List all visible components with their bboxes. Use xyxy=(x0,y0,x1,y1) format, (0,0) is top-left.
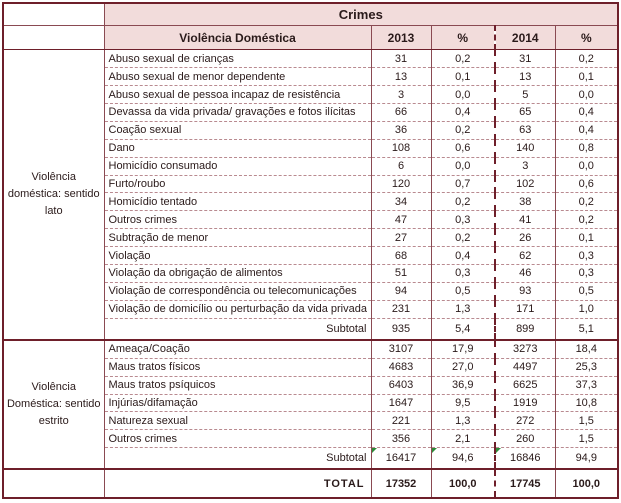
pct-2014: 0,1 xyxy=(555,229,618,247)
crime-name: Violação de domicílio ou perturbação da vida privada xyxy=(104,300,371,318)
value-2013: 3107 xyxy=(371,340,431,358)
pct-2013: 1,3 xyxy=(431,300,495,318)
pct-2013: 0,0 xyxy=(431,86,495,104)
corner-cell xyxy=(3,3,104,26)
pct-2013: 0,2 xyxy=(431,50,495,68)
crime-name: Outros crimes xyxy=(104,430,371,448)
value-2013: 108 xyxy=(371,139,431,157)
crime-name: Violação de correspondência ou telecomunicações xyxy=(104,282,371,300)
pct-2014: 1,0 xyxy=(555,300,618,318)
crime-name: Maus tratos físicos xyxy=(104,358,371,376)
table-row xyxy=(3,340,618,358)
value-2014: 38 xyxy=(495,193,555,211)
value-2014: 46 xyxy=(495,265,555,283)
value-2014: 1919 xyxy=(495,394,555,412)
value-2014: 140 xyxy=(495,139,555,157)
value-2014: 5 xyxy=(495,86,555,104)
total-2013: 17352 xyxy=(371,469,431,498)
group-label: Violência Doméstica: sentido estrito xyxy=(3,340,104,469)
value-2013: 356 xyxy=(371,430,431,448)
value-2014: 62 xyxy=(495,247,555,265)
pct-2014: 0,0 xyxy=(555,157,618,175)
total-pct-2014: 100,0 xyxy=(555,469,618,498)
crime-name: Homicídio tentado xyxy=(104,193,371,211)
subtotal-pct-2013: 94,6 xyxy=(431,448,495,470)
subtotal-2014: 16846 xyxy=(495,448,555,470)
value-2013: 68 xyxy=(371,247,431,265)
pct-2014: 37,3 xyxy=(555,376,618,394)
value-2013: 94 xyxy=(371,282,431,300)
value-2013: 221 xyxy=(371,412,431,430)
pct-2013: 0,2 xyxy=(431,121,495,139)
value-2014: 63 xyxy=(495,121,555,139)
value-2013: 6 xyxy=(371,157,431,175)
value-2014: 3273 xyxy=(495,340,555,358)
subtotal-pct-2013: 5,4 xyxy=(431,318,495,340)
pct-2014: 0,6 xyxy=(555,175,618,193)
value-2014: 4497 xyxy=(495,358,555,376)
pct-2014: 0,1 xyxy=(555,68,618,86)
crime-name: Devassa da vida privada/ gravações e fotos ilícitas xyxy=(104,104,371,122)
crime-name: Abuso sexual de pessoa incapaz de resistência xyxy=(104,86,371,104)
pct-2014: 1,5 xyxy=(555,430,618,448)
pct-2014: 0,4 xyxy=(555,104,618,122)
value-2013: 34 xyxy=(371,193,431,211)
pct-2014: 0,0 xyxy=(555,86,618,104)
table-title: Crimes xyxy=(104,3,618,26)
crime-name: Injúrias/difamação xyxy=(104,394,371,412)
pct-2013: 0,2 xyxy=(431,229,495,247)
title-row xyxy=(3,3,618,26)
header-year-2014: 2014 xyxy=(495,26,555,50)
subtotal-2013: 935 xyxy=(371,318,431,340)
value-2013: 231 xyxy=(371,300,431,318)
corner-cell-2 xyxy=(3,26,104,50)
pct-2014: 25,3 xyxy=(555,358,618,376)
pct-2014: 18,4 xyxy=(555,340,618,358)
value-2013: 1647 xyxy=(371,394,431,412)
header-pct-2013: % xyxy=(431,26,495,50)
value-2014: 26 xyxy=(495,229,555,247)
value-2014: 272 xyxy=(495,412,555,430)
crime-name: Outros crimes xyxy=(104,211,371,229)
column-header-row xyxy=(3,26,618,50)
value-2014: 31 xyxy=(495,50,555,68)
pct-2013: 1,3 xyxy=(431,412,495,430)
pct-2013: 0,3 xyxy=(431,211,495,229)
crime-name: Homicídio consumado xyxy=(104,157,371,175)
pct-2013: 27,0 xyxy=(431,358,495,376)
value-2013: 4683 xyxy=(371,358,431,376)
subtotal-label: Subtotal xyxy=(104,318,371,340)
value-2013: 51 xyxy=(371,265,431,283)
subtotal-2013: 16417 xyxy=(371,448,431,470)
subtotal-pct-2014: 94,9 xyxy=(555,448,618,470)
group-label: Violência doméstica: sentido lato xyxy=(3,50,104,340)
crime-name: Coação sexual xyxy=(104,121,371,139)
pct-2014: 0,2 xyxy=(555,211,618,229)
crime-name: Violação xyxy=(104,247,371,265)
value-2014: 260 xyxy=(495,430,555,448)
total-blank xyxy=(3,469,104,498)
subtotal-label: Subtotal xyxy=(104,448,371,470)
subtotal-2014: 899 xyxy=(495,318,555,340)
header-year-2013: 2013 xyxy=(371,26,431,50)
pct-2013: 17,9 xyxy=(431,340,495,358)
pct-2013: 0,6 xyxy=(431,139,495,157)
pct-2014: 1,5 xyxy=(555,412,618,430)
crime-name: Natureza sexual xyxy=(104,412,371,430)
pct-2014: 0,5 xyxy=(555,282,618,300)
crime-name: Ameaça/Coação xyxy=(104,340,371,358)
value-2014: 93 xyxy=(495,282,555,300)
value-2014: 41 xyxy=(495,211,555,229)
crime-name: Abuso sexual de crianças xyxy=(104,50,371,68)
value-2013: 3 xyxy=(371,86,431,104)
pct-2013: 2,1 xyxy=(431,430,495,448)
pct-2014: 0,4 xyxy=(555,121,618,139)
value-2014: 3 xyxy=(495,157,555,175)
crime-name: Violação da obrigação de alimentos xyxy=(104,265,371,283)
pct-2013: 0,4 xyxy=(431,247,495,265)
pct-2014: 10,8 xyxy=(555,394,618,412)
value-2013: 36 xyxy=(371,121,431,139)
crime-name: Subtração de menor xyxy=(104,229,371,247)
table-body xyxy=(3,3,618,498)
crimes-table xyxy=(2,2,619,499)
pct-2013: 9,5 xyxy=(431,394,495,412)
header-category: Violência Doméstica xyxy=(104,26,371,50)
crime-name: Dano xyxy=(104,139,371,157)
value-2013: 13 xyxy=(371,68,431,86)
crime-name: Abuso sexual de menor dependente xyxy=(104,68,371,86)
value-2013: 31 xyxy=(371,50,431,68)
pct-2014: 0,2 xyxy=(555,193,618,211)
total-pct-2013: 100,0 xyxy=(431,469,495,498)
pct-2013: 0,5 xyxy=(431,282,495,300)
pct-2013: 0,2 xyxy=(431,193,495,211)
pct-2014: 0,2 xyxy=(555,50,618,68)
value-2014: 6625 xyxy=(495,376,555,394)
pct-2014: 0,3 xyxy=(555,247,618,265)
pct-2013: 0,3 xyxy=(431,265,495,283)
crime-name: Furto/roubo xyxy=(104,175,371,193)
pct-2013: 0,4 xyxy=(431,104,495,122)
pct-2013: 0,0 xyxy=(431,157,495,175)
pct-2013: 0,7 xyxy=(431,175,495,193)
value-2014: 13 xyxy=(495,68,555,86)
table-row xyxy=(3,50,618,68)
crime-name: Maus tratos psíquicos xyxy=(104,376,371,394)
pct-2014: 0,8 xyxy=(555,139,618,157)
total-2014: 17745 xyxy=(495,469,555,498)
value-2014: 171 xyxy=(495,300,555,318)
value-2013: 6403 xyxy=(371,376,431,394)
value-2013: 120 xyxy=(371,175,431,193)
subtotal-pct-2014: 5,1 xyxy=(555,318,618,340)
pct-2013: 36,9 xyxy=(431,376,495,394)
header-pct-2014: % xyxy=(555,26,618,50)
value-2014: 65 xyxy=(495,104,555,122)
total-label: TOTAL xyxy=(104,469,371,498)
value-2013: 27 xyxy=(371,229,431,247)
value-2013: 66 xyxy=(371,104,431,122)
total-row xyxy=(3,469,618,498)
value-2014: 102 xyxy=(495,175,555,193)
pct-2013: 0,1 xyxy=(431,68,495,86)
value-2013: 47 xyxy=(371,211,431,229)
pct-2014: 0,3 xyxy=(555,265,618,283)
